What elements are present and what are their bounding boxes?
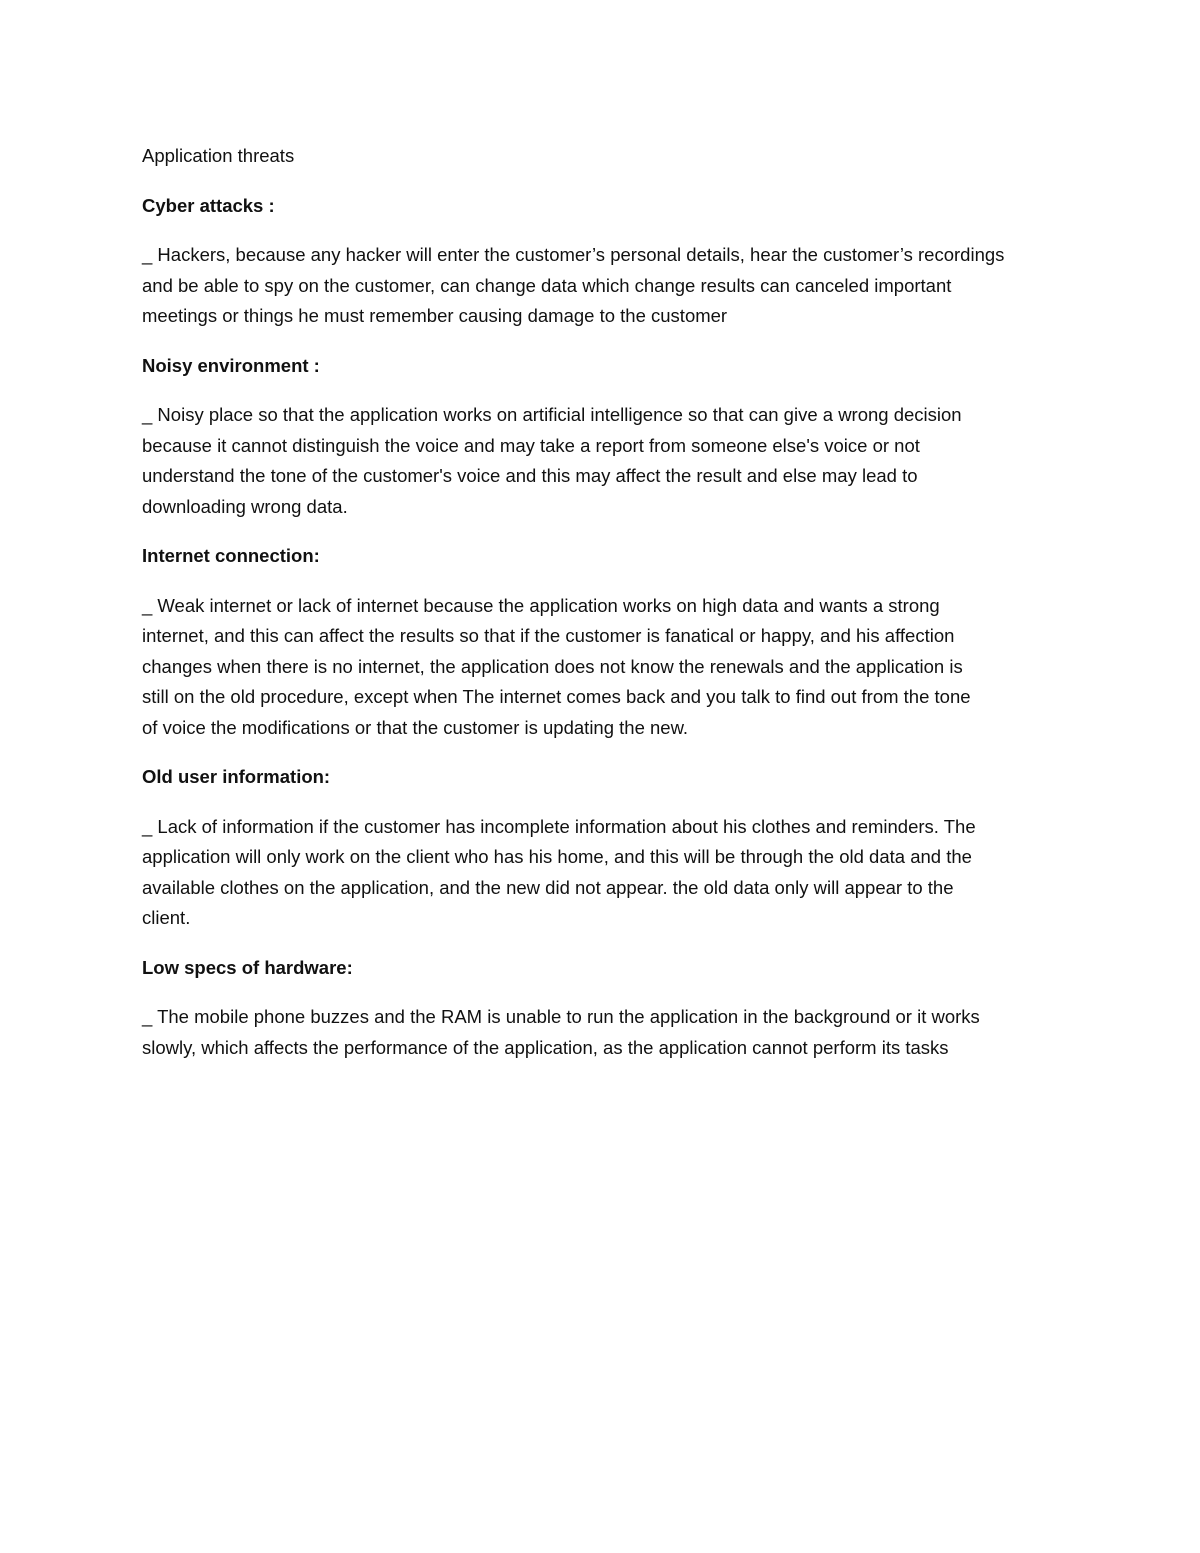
section-heading-noisy-environment: Noisy environment :	[142, 354, 320, 376]
paragraph-line: slowly, which affects the performance of the application, as the application cannot perform its tasks	[142, 1036, 949, 1058]
paragraph-line: client.	[142, 907, 191, 928]
section-heading-cyber-attacks: Cyber attacks :	[142, 194, 275, 216]
paragraph-line: _ Weak internet or lack of internet because the application works on high data and wants a strong	[142, 594, 940, 616]
paragraph-line: changes when there is no internet, the application does not know the renewals and the application is	[142, 655, 963, 677]
section-paragraph-old-user-information	[142, 812, 1062, 934]
paragraph-line: still on the old procedure, except when The internet comes back and you talk to find out from the tone	[142, 686, 971, 707]
paragraph-line: because it cannot distinguish the voice and may take a report from someone else's voice or not	[142, 434, 920, 456]
document-body	[142, 141, 1062, 1082]
section-heading-low-specs-of-hardware: Low specs of hardware:	[142, 956, 353, 978]
document-title: Application threats	[142, 145, 295, 166]
section-paragraph-cyber-attacks	[142, 240, 1062, 332]
section-heading-internet-connection: Internet connection:	[142, 545, 320, 566]
paragraph-line: of voice the modifications or that the customer is updating the new.	[142, 716, 689, 738]
paragraph-line: _ Noisy place so that the application works on artificial intelligence so that can give a wrong decision	[142, 404, 962, 425]
paragraph-line: and be able to spy on the customer, can change data which change results can canceled important	[142, 274, 952, 296]
section-paragraph-low-specs-of-hardware	[142, 1002, 1062, 1063]
section-paragraph-noisy-environment	[142, 400, 1062, 522]
section-heading-old-user-information: Old user information:	[142, 766, 331, 787]
paragraph-line: meetings or things he must remember causing damage to the customer	[142, 305, 728, 326]
paragraph-line: downloading wrong data.	[142, 495, 348, 517]
paragraph-line: _ The mobile phone buzzes and the RAM is unable to run the application in the background or it works	[142, 1006, 980, 1027]
paragraph-line: application will only work on the client who has his home, and this will be through the old data and the	[142, 846, 972, 867]
paragraph-line: _ Lack of information if the customer has incomplete information about his clothes and reminders. The	[142, 815, 976, 837]
paragraph-line: understand the tone of the customer's voice and this may affect the result and else may lead to	[142, 465, 918, 486]
paragraph-line: _ Hackers, because any hacker will enter the customer’s personal details, hear the customer’s recordings	[142, 244, 1005, 265]
paragraph-line: available clothes on the application, and the new did not appear. the old data only will appear to the	[142, 876, 954, 898]
paragraph-line: internet, and this can affect the results so that if the customer is fanatical or happy, and his affection	[142, 625, 955, 646]
section-paragraph-internet-connection	[142, 591, 1062, 744]
